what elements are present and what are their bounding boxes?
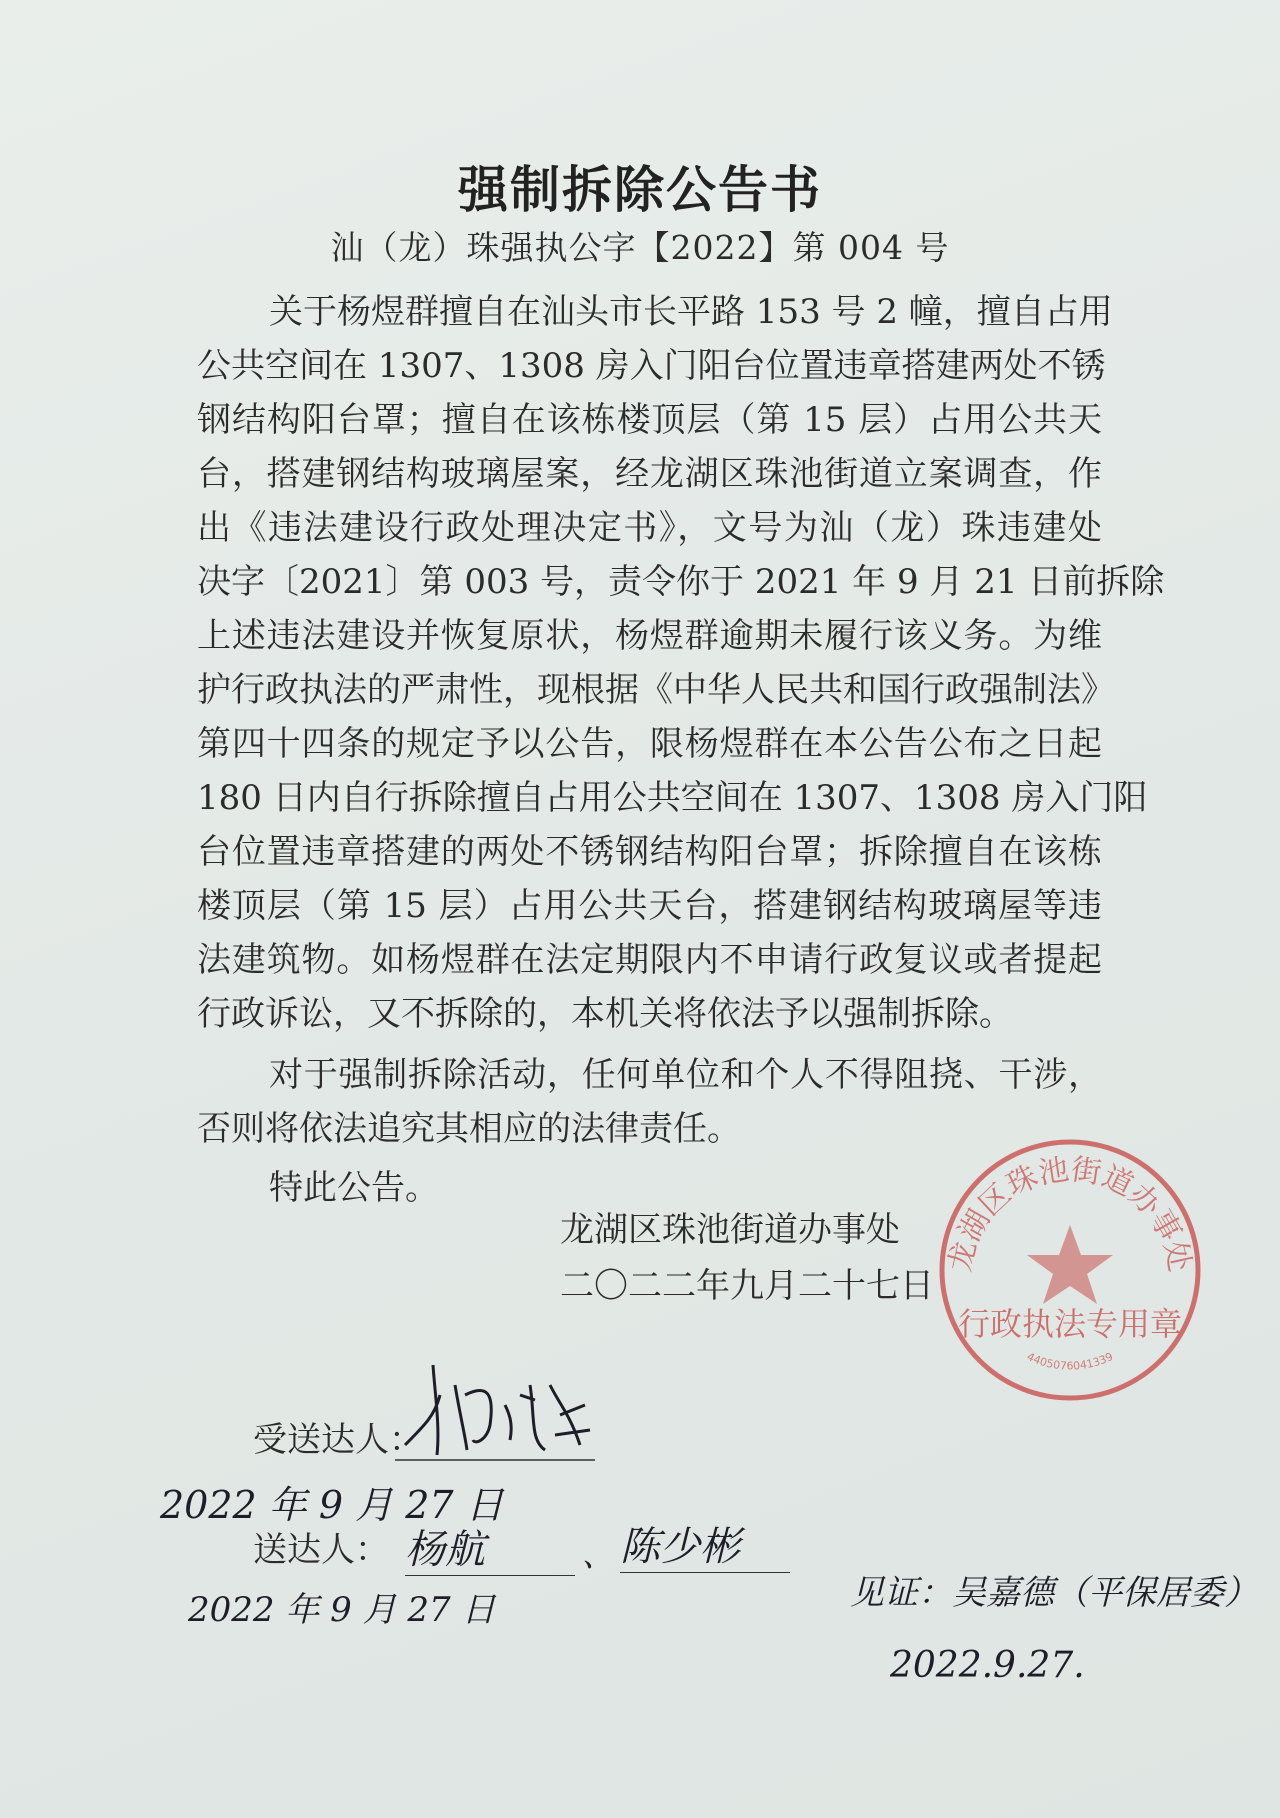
seal-serial: 4405076041339 <box>1024 1349 1116 1373</box>
issue-date: 二〇二二年九月二十七日 <box>560 1266 934 1306</box>
text-line: 关于杨煜群擅自在汕头市长平路 153 号 2 幢，擅自占用 <box>269 292 1113 332</box>
star-icon <box>1027 1225 1113 1304</box>
server-separator: 、 <box>582 1536 615 1574</box>
server-name-2: 陈少彬 <box>620 1515 790 1573</box>
closing-text: 特此公告。 <box>269 1168 439 1208</box>
recipient-label: 受送达人： <box>253 1420 423 1460</box>
server-name-1: 杨航 <box>405 1518 575 1576</box>
text-line: 钢结构阳台罩；擅自在该栋楼顶层（第 15 层）占用公共天 <box>197 400 1102 440</box>
svg-text:4405076041339 <box>1025 1350 1115 1373</box>
text-line: 楼顶层（第 15 层）占用公共天台，搭建钢结构玻璃屋等违 <box>197 886 1102 926</box>
document-number: 汕（龙）珠强执公字【2022】第 004 号 <box>330 228 950 267</box>
server-date: 2022 年 9 月 27 日 <box>188 1590 496 1630</box>
document-title: 强制拆除公告书 <box>458 161 822 219</box>
text-line: 公共空间在 1307、1308 房入门阳台位置违章搭建两处不锈 <box>197 346 1106 386</box>
text-line: 台，搭建钢结构玻璃屋案，经龙湖区珠池街道立案调查，作 <box>197 454 1102 494</box>
issuer-name: 龙湖区珠池街道办事处 <box>560 1210 900 1250</box>
text-line: 180 日内自行拆除擅自占用公共空间在 1307、1308 房入门阳 <box>197 778 1148 818</box>
text-line: 法建筑物。如杨煜群在法定期限内不申请行政复议或者提起 <box>197 940 1102 980</box>
recipient-date: 2022 年 9 月 27 日 <box>160 1483 504 1527</box>
text-line: 出《违法建设行政处理决定书》，文号为汕（龙）珠违建处 <box>197 508 1102 548</box>
notice-body <box>197 285 1165 1041</box>
text-line: 决字〔2021〕第 003 号，责令你于 2021 年 9 月 21 日前拆除 <box>197 562 1165 602</box>
text-line: 台位置违章搭建的两处不锈钢结构阳台罩；拆除擅自在该栋 <box>197 832 1102 872</box>
seal-top-text: 龙湖区珠池街道办事处 <box>942 1152 1198 1275</box>
witness-date: 2022.9.27. <box>890 1645 1085 1686</box>
official-seal <box>930 1130 1210 1410</box>
text-line: 第四十四条的规定予以公告，限杨煜群在本公告公布之日起 <box>197 724 1102 764</box>
text-line: 否则将依法追究其相应的法律责任。 <box>197 1109 741 1149</box>
text-line: 对于强制拆除活动，任何单位和个人不得阻挠、干涉， <box>269 1055 1102 1095</box>
witness-text: 见证：吴嘉德（平保居委） <box>850 1573 1258 1613</box>
text-line: 上述违法建设并恢复原状，杨煜群逾期未履行该义务。为维 <box>197 616 1102 656</box>
text-line: 行政诉讼，又不拆除的，本机关将依法予以强制拆除。 <box>197 994 1013 1034</box>
recipient-signature <box>395 1355 605 1465</box>
seal-bottom-text: 行政执法专用章 <box>957 1305 1183 1343</box>
text-line: 护行政执法的严肃性，现根据《中华人民共和国行政强制法》 <box>197 670 1115 710</box>
server-label: 送达人： <box>253 1530 389 1570</box>
